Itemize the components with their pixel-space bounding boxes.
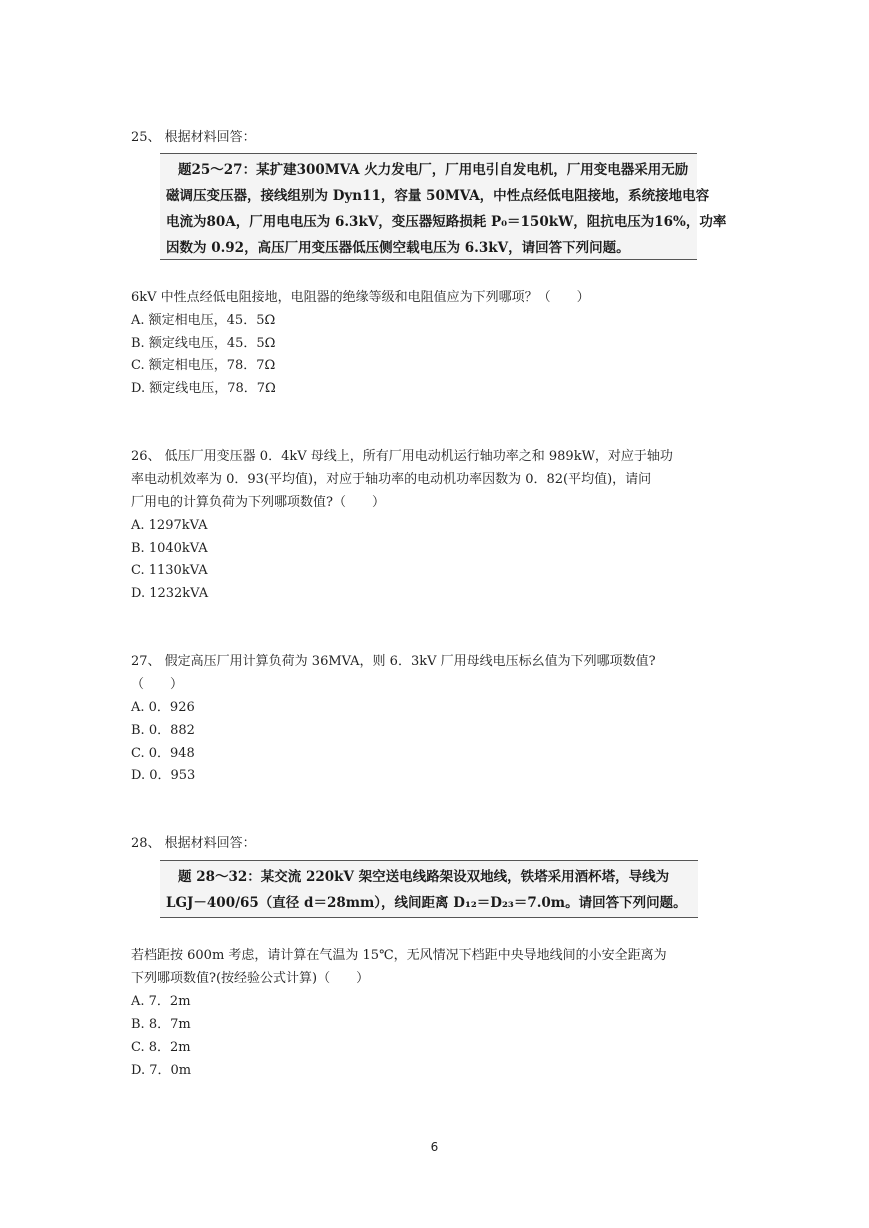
q28-option-d: D. 7．0m: [131, 1063, 192, 1078]
q27-line-1: 27、 假定高压厂用计算负荷为 36MVA，则 6．3kV 厂用母线电压标幺值为下列哪项数值?: [131, 654, 656, 669]
q25-material-line-3: 电流为80A，厂用电电压为 6.3kV，变压器短路损耗 P₀＝150kW，阻抗电压为16%，功率: [166, 214, 727, 230]
q26-option-c: C. 1130kVA: [131, 563, 208, 578]
q26-option-d: D. 1232kVA: [131, 586, 209, 601]
q25-material-line-1: 题25～27：某扩建300MVA 火力发电厂，厂用电引自发电机，厂用变电器采用无励: [178, 162, 689, 178]
q27-line-2: （ ）: [131, 677, 184, 692]
q27-option-a: A. 0．926: [131, 700, 195, 715]
q28-option-c: C. 8．2m: [131, 1040, 191, 1055]
q27-option-c: C. 0．948: [131, 746, 195, 761]
q26-option-b: B. 1040kVA: [131, 541, 208, 556]
q28-material-image: [160, 860, 698, 918]
q27-option-b: B. 0．882: [131, 723, 195, 738]
q25-option-b: B. 额定线电压，45．5Ω: [131, 336, 276, 351]
q25-option-d: D. 额定线电压，78．7Ω: [131, 381, 276, 396]
q25-material-line-4: 因数为 0.92，高压厂用变压器低压侧空载电压为 6.3kV，请回答下列问题。: [166, 240, 630, 256]
q26-line-1: 26、 低压厂用变压器 0．4kV 母线上，所有厂用电动机运行轴功率之和 989kW，对应于轴功: [131, 449, 673, 464]
q28-question-line-1: 若档距按 600m 考虑，请计算在气温为 15℃，无风情况下档距中央导地线间的小安全距离为: [131, 948, 667, 963]
q28-material-line-1: 题 28～32：某交流 220kV 架空送电线路架设双地线，铁塔采用酒杯塔，导线为: [178, 869, 670, 885]
q25-material-line-2: 磁调压变压器，接线组别为 Dyn11，容量 50MVA，中性点经低电阻接地，系统接地电容: [166, 188, 710, 204]
q25-option-c: C. 额定相电压，78．7Ω: [131, 358, 276, 373]
q26-line-3: 厂用电的计算负荷为下列哪项数值?（ ）: [131, 495, 385, 510]
q26-option-a: A. 1297kVA: [131, 518, 208, 533]
q28-option-b: B. 8．7m: [131, 1017, 191, 1032]
q28-option-a: A. 7．2m: [131, 994, 191, 1009]
q25-option-a: A. 额定相电压，45．5Ω: [131, 313, 276, 328]
q27-option-d: D. 0．953: [131, 768, 196, 783]
q28-question-line-2: 下列哪项数值?(按经验公式计算)（ ）: [131, 971, 370, 986]
q25-header: 25、 根据材料回答：: [131, 130, 256, 145]
q25-material-image: [160, 153, 727, 260]
q28-header: 28、 根据材料回答：: [131, 836, 256, 851]
q28-material-line-2: LGJ－400/65（直径 d＝28mm），线间距离 D₁₂＝D₂₃＝7.0m。请回答下列问题。: [166, 895, 687, 911]
page-number: 6: [430, 1140, 439, 1154]
q25-question: 6kV 中性点经低电阻接地，电阻器的绝缘等级和电阻值应为下列哪项？（ ）: [131, 290, 590, 305]
q26-line-2: 率电动机效率为 0．93(平均值)，对应于轴功率的电动机功率因数为 0．82(平均值)，请问: [131, 472, 652, 487]
